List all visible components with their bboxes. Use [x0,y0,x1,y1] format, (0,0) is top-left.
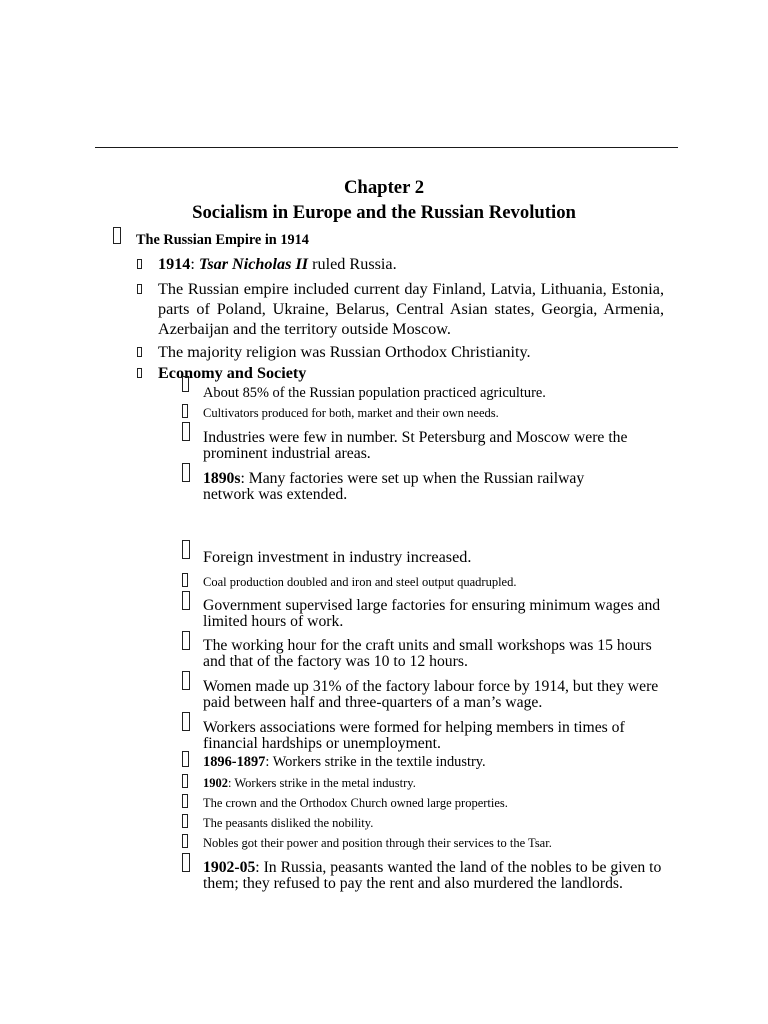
list-item-text: Women made up 31% of the factory labour force by 1914, but they were paid between half and three-quarters of a man’s wage. [203,678,659,711]
list-item [203,776,670,791]
list-item [203,816,670,831]
list-item-text: Government supervised large factories for ensuring minimum wages and limited hours of work. [203,597,661,630]
bullet-icon [182,573,188,587]
bullet-icon [182,853,190,872]
subsection-item [158,363,664,383]
bullet-icon [182,751,189,767]
list-item [203,836,670,851]
list-item-text: : In Russia, peasants wanted the land of the nobles to be given to them; they refused to pay the rent and also murdered the landlords. [203,859,662,892]
list-item-text: The crown and the Orthodox Church owned large properties. [203,795,508,810]
bullet-icon [182,671,190,690]
list-item-text: Foreign investment in industry increased. [203,547,472,566]
list-item [158,279,664,339]
bullet-icon [182,814,188,828]
ruler-name: Tsar Nicholas II [198,255,309,273]
list-item [203,406,670,421]
list-item [203,471,603,502]
chapter-title: Socialism in Europe and the Russian Revolution [192,202,576,223]
list-item-text: Nobles got their power and position through their services to the Tsar. [203,835,552,850]
list-item [203,430,670,461]
list-item [203,754,670,771]
bullet-icon [137,368,142,378]
list-item [203,796,670,811]
header-rule [95,147,678,148]
list-item-text: Workers associations were formed for helping members in times of financial hardships or unemployment. [203,719,625,752]
section-heading: The Russian Empire in 1914 [136,231,309,248]
list-item-text: The Russian empire included current day Finland, Latvia, Lithuania, Estonia, parts of Poland, Ukraine, Belarus, Central Asian states, Georgia, Armenia, Azerbaijan and the territory outside Moscow. [158,280,664,338]
date-label: 1914 [158,255,191,273]
bullet-icon [137,284,142,294]
bullet-icon [137,259,142,269]
date-label: 1902 [203,775,228,790]
list-item-text: The working hour for the craft units and small workshops was 15 hours and that of the factory was 10 to 12 hours. [203,637,652,670]
list-item [203,679,670,710]
list-item-text: Coal production doubled and iron and steel output quadrupled. [203,574,517,589]
bullet-icon [137,347,142,357]
date-label: 1896-1897 [203,753,266,770]
bullet-icon [182,794,188,808]
list-item-text: Industries were few in number. St Petersburg and Moscow were the prominent industrial areas. [203,429,628,462]
list-item [203,720,670,751]
bullet-icon [113,227,121,244]
list-item-text: : [190,255,199,273]
bullet-icon [182,631,190,650]
date-label: 1902-05 [203,859,256,876]
list-item [158,254,664,274]
bullet-icon [182,540,190,559]
bullet-icon [182,712,190,731]
list-item-text: The majority religion was Russian Orthodox Christianity. [158,343,531,361]
subsection-heading: Economy and Society [158,364,307,382]
bullet-icon [182,834,188,848]
list-item [203,638,670,669]
list-item-text: Cultivators produced for both, market and their own needs. [203,405,499,420]
list-item [203,385,670,402]
bullet-icon [182,376,189,392]
date-label: 1890s [203,470,241,487]
list-item-text: : Many factories were set up when the Russian railway network was extended. [203,470,585,503]
list-item-text: : Workers strike in the metal industry. [228,775,416,790]
list-item-text: ruled Russia. [308,255,397,273]
list-item [158,342,664,362]
list-item-text: The peasants disliked the nobility. [203,815,374,830]
bullet-icon [182,591,190,610]
list-item [203,549,670,566]
bullet-icon [182,404,188,418]
list-item-text: About 85% of the Russian population practiced agriculture. [203,384,546,401]
list-item [203,598,670,629]
list-item [203,575,670,590]
bullet-icon [182,463,190,482]
list-item [203,860,670,891]
bullet-icon [182,422,190,441]
bullet-icon [182,774,188,788]
list-item-text: : Workers strike in the textile industry. [265,753,486,770]
chapter-number: Chapter 2 [343,177,425,198]
